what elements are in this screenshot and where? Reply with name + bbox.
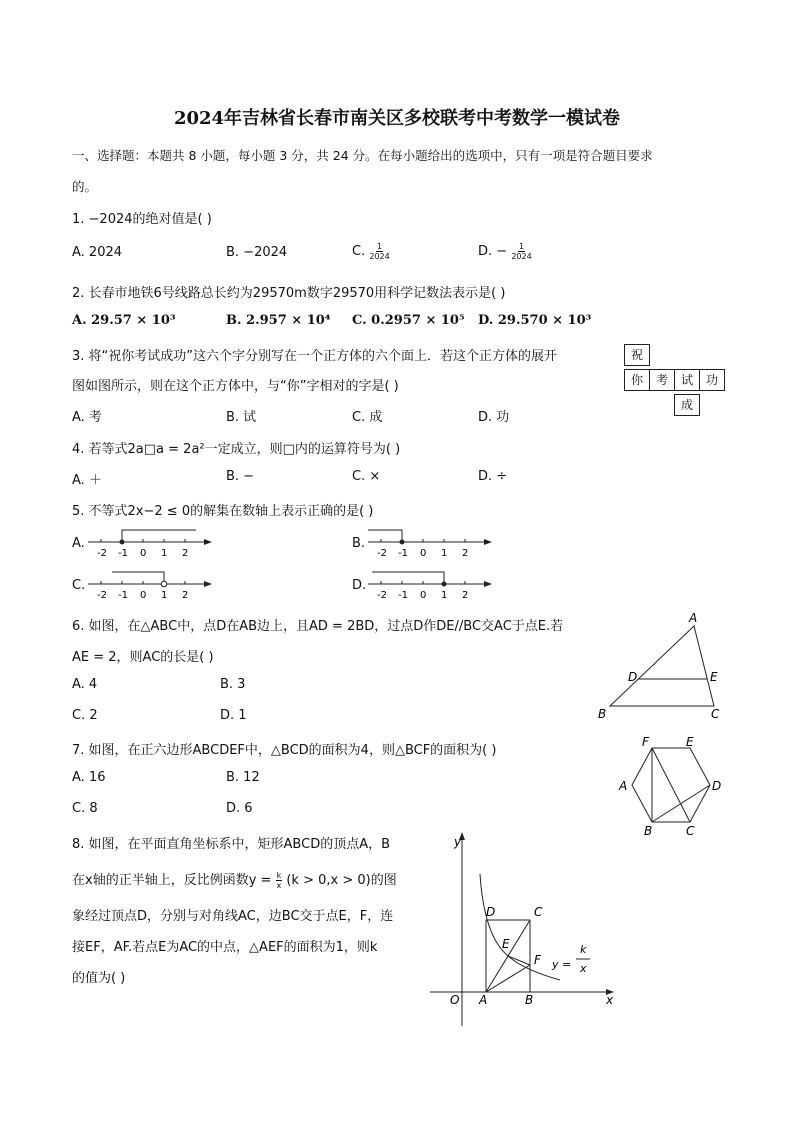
tick-label: -1 <box>398 590 408 601</box>
tick-label: 1 <box>441 548 448 559</box>
q4-option-c: C. × <box>352 469 381 484</box>
q7-stem: 7. 如图，在正六边形ABCDEF中，△BCD的面积为4，则△BCF的面积为( ) <box>72 743 497 758</box>
number-line-c <box>86 566 216 604</box>
curve-label-k: k <box>580 943 587 956</box>
q1-stem: 1. −2024的绝对值是( ) <box>72 212 212 227</box>
arrow-head <box>204 539 212 545</box>
fraction-numerator: k <box>276 871 282 880</box>
solid-dot <box>442 582 447 587</box>
tick-label: 2 <box>462 590 469 601</box>
label-b: B <box>598 707 607 721</box>
tick-label: -2 <box>377 548 387 559</box>
q8-stem-line2-b: (k > 0,x > 0)的图 <box>286 873 397 888</box>
q5-option-b: B. <box>352 536 366 551</box>
q6-option-c: C. 2 <box>72 708 98 723</box>
q1-option-c-fraction <box>369 242 389 261</box>
number-line-d <box>366 566 496 604</box>
q3-option-a: A. 考 <box>72 410 102 425</box>
label-a: A <box>479 993 488 1007</box>
q8-fraction <box>276 871 283 890</box>
tick-label: 1 <box>441 590 448 601</box>
number-line-a <box>86 524 216 562</box>
arrow-head <box>484 539 492 545</box>
tick-label: -1 <box>398 548 408 559</box>
q5-option-d: D. <box>352 578 367 593</box>
arrow-head <box>484 581 492 587</box>
fraction-numerator: 1 <box>376 242 383 251</box>
segment-bd <box>652 785 710 822</box>
q5-option-c: C. <box>72 578 86 593</box>
label-c: C <box>686 824 695 838</box>
fraction-denominator: 2024 <box>369 252 390 261</box>
label-a: A <box>689 611 698 625</box>
net-cell: 考 <box>649 369 675 391</box>
q3-stem-line2: 图如图所示，则在这个正方体中，与“你”字相对的字是( ) <box>72 379 399 394</box>
label-origin: O <box>450 993 460 1007</box>
tick-label: -2 <box>377 590 387 601</box>
tick-label: 0 <box>420 548 427 559</box>
tick-label: -1 <box>118 548 128 559</box>
solution-bracket <box>368 530 402 542</box>
q1-option-d-fraction <box>511 242 531 261</box>
q1-option-a: A. 2024 <box>72 245 123 260</box>
tick-label: 0 <box>140 590 147 601</box>
coordinate-figure <box>424 826 624 1032</box>
label-d: D <box>712 779 722 793</box>
label-e: E <box>502 937 510 951</box>
q6-stem-line2: AE = 2，则AC的长是( ) <box>72 650 214 665</box>
q8-stem-line5: 的值为( ) <box>72 971 126 986</box>
fraction-denominator: 2024 <box>511 252 532 261</box>
label-d: D <box>628 670 638 684</box>
tick-label: -2 <box>97 590 107 601</box>
net-cell: 试 <box>674 369 700 391</box>
q3-option-d: D. 功 <box>478 410 510 425</box>
q4-option-d: D. ÷ <box>478 469 508 484</box>
q8-stem-line4: 接EF，AF.若点E为AC的中点，△AEF的面积为1，则k <box>72 940 378 955</box>
q1-option-d <box>478 242 532 261</box>
q2-stem: 2. 长春市地铁6号线路总长约为29570m数字29570用科学记数法表示是( ) <box>72 286 506 301</box>
tick-label: 2 <box>182 548 189 559</box>
q8-stem-line3: 象经过顶点D，分别与对角线AC，边BC交于点E，F，连 <box>72 909 394 924</box>
solution-bracket <box>372 572 444 584</box>
segment-af <box>486 965 530 992</box>
tick-label: -1 <box>118 590 128 601</box>
label-b: B <box>525 993 534 1007</box>
solid-dot <box>120 540 125 545</box>
label-e: E <box>710 670 718 684</box>
open-dot <box>161 581 167 587</box>
q4-stem: 4. 若等式2a□a = 2a²一定成立，则□内的运算符号为( ) <box>72 442 401 457</box>
segment-fc <box>652 748 690 822</box>
q4-option-a: A. ＋ <box>72 473 102 488</box>
label-c: C <box>534 905 543 919</box>
tick-label: 0 <box>140 548 147 559</box>
q1-option-d-prefix: D. − <box>478 244 508 259</box>
label-c: C <box>711 707 720 721</box>
q2-option-a: A. 29.57 × 10³ <box>72 313 176 328</box>
hexagon-figure <box>612 734 728 840</box>
solid-dot <box>400 540 405 545</box>
tick-label: 2 <box>182 590 189 601</box>
q6-option-a: A. 4 <box>72 677 98 692</box>
section-heading: 一、选择题：本题共 8 小题，每小题 3 分，共 24 分。在每小题给出的选项中，只有一项是符合题目要求 <box>72 148 653 163</box>
q4-option-b: B. − <box>226 469 255 484</box>
q5-option-a: A. <box>72 536 85 551</box>
net-cell: 祝 <box>624 344 650 366</box>
label-f: F <box>642 735 649 749</box>
arrow-head <box>204 581 212 587</box>
label-f: F <box>534 953 541 967</box>
curve-label-x: x <box>580 962 587 975</box>
q7-option-d: D. 6 <box>226 801 253 816</box>
q2-option-b: B. 2.957 × 10⁴ <box>226 313 331 328</box>
tick-label: -2 <box>97 548 107 559</box>
q3-stem-line1: 3. 将“祝你考试成功”这六个字分别写在一个正方体的六个面上．若这个正方体的展开 <box>72 349 558 364</box>
curve-label-y: y = <box>552 958 572 971</box>
label-b: B <box>644 824 653 838</box>
q6-option-d: D. 1 <box>220 708 247 723</box>
net-cell: 你 <box>624 369 650 391</box>
net-cell: 成 <box>674 394 700 416</box>
q1-option-c <box>352 242 390 261</box>
fraction-denominator: x <box>276 881 282 890</box>
section-heading-cont: 的。 <box>72 179 98 194</box>
tick-label: 2 <box>462 548 469 559</box>
net-cell: 功 <box>699 369 725 391</box>
label-y-axis: y <box>454 835 462 849</box>
q1-option-b: B. −2024 <box>226 245 288 260</box>
label-d: D <box>486 905 496 919</box>
tick-label: 1 <box>161 548 168 559</box>
q7-option-b: B. 12 <box>226 770 260 785</box>
q2-option-d: D. 29.570 × 10³ <box>478 313 592 328</box>
q6-stem-line1: 6. 如图，在△ABC中，点D在AB边上，且AD = 2BD，过点D作DE//BC交AC于点E.若 <box>72 619 564 634</box>
label-a: A <box>619 779 628 793</box>
q5-stem: 5. 不等式2x−2 ≤ 0的解集在数轴上表示正确的是( ) <box>72 504 374 519</box>
number-line-b <box>366 524 496 562</box>
q3-option-c: C. 成 <box>352 410 383 425</box>
q7-option-a: A. 16 <box>72 770 106 785</box>
q1-option-c-prefix: C. <box>352 244 366 259</box>
triangle-abc <box>610 626 714 706</box>
hyperbola-curve <box>480 874 560 980</box>
q6-option-b: B. 3 <box>220 677 246 692</box>
q8-stem-line1: 8. 如图，在平面直角坐标系中，矩形ABCD的顶点A，B <box>72 837 391 852</box>
tick-label: 0 <box>420 590 427 601</box>
q7-option-c: C. 8 <box>72 801 98 816</box>
page-title: 2024年吉林省长春市南关区多校联考中考数学一模试卷 <box>173 108 621 129</box>
q8-stem-line2-a: 在x轴的正半轴上，反比例函数y = <box>72 873 272 888</box>
fraction-numerator: 1 <box>518 242 525 251</box>
q8-stem-line2 <box>72 869 397 890</box>
q2-option-c: C. 0.2957 × 10⁵ <box>352 313 465 328</box>
solution-bracket <box>112 572 164 584</box>
tick-label: 1 <box>161 590 168 601</box>
label-x-axis: x <box>606 993 614 1007</box>
q3-option-b: B. 试 <box>226 410 257 425</box>
label-e: E <box>686 735 694 749</box>
triangle-figure <box>596 608 736 726</box>
